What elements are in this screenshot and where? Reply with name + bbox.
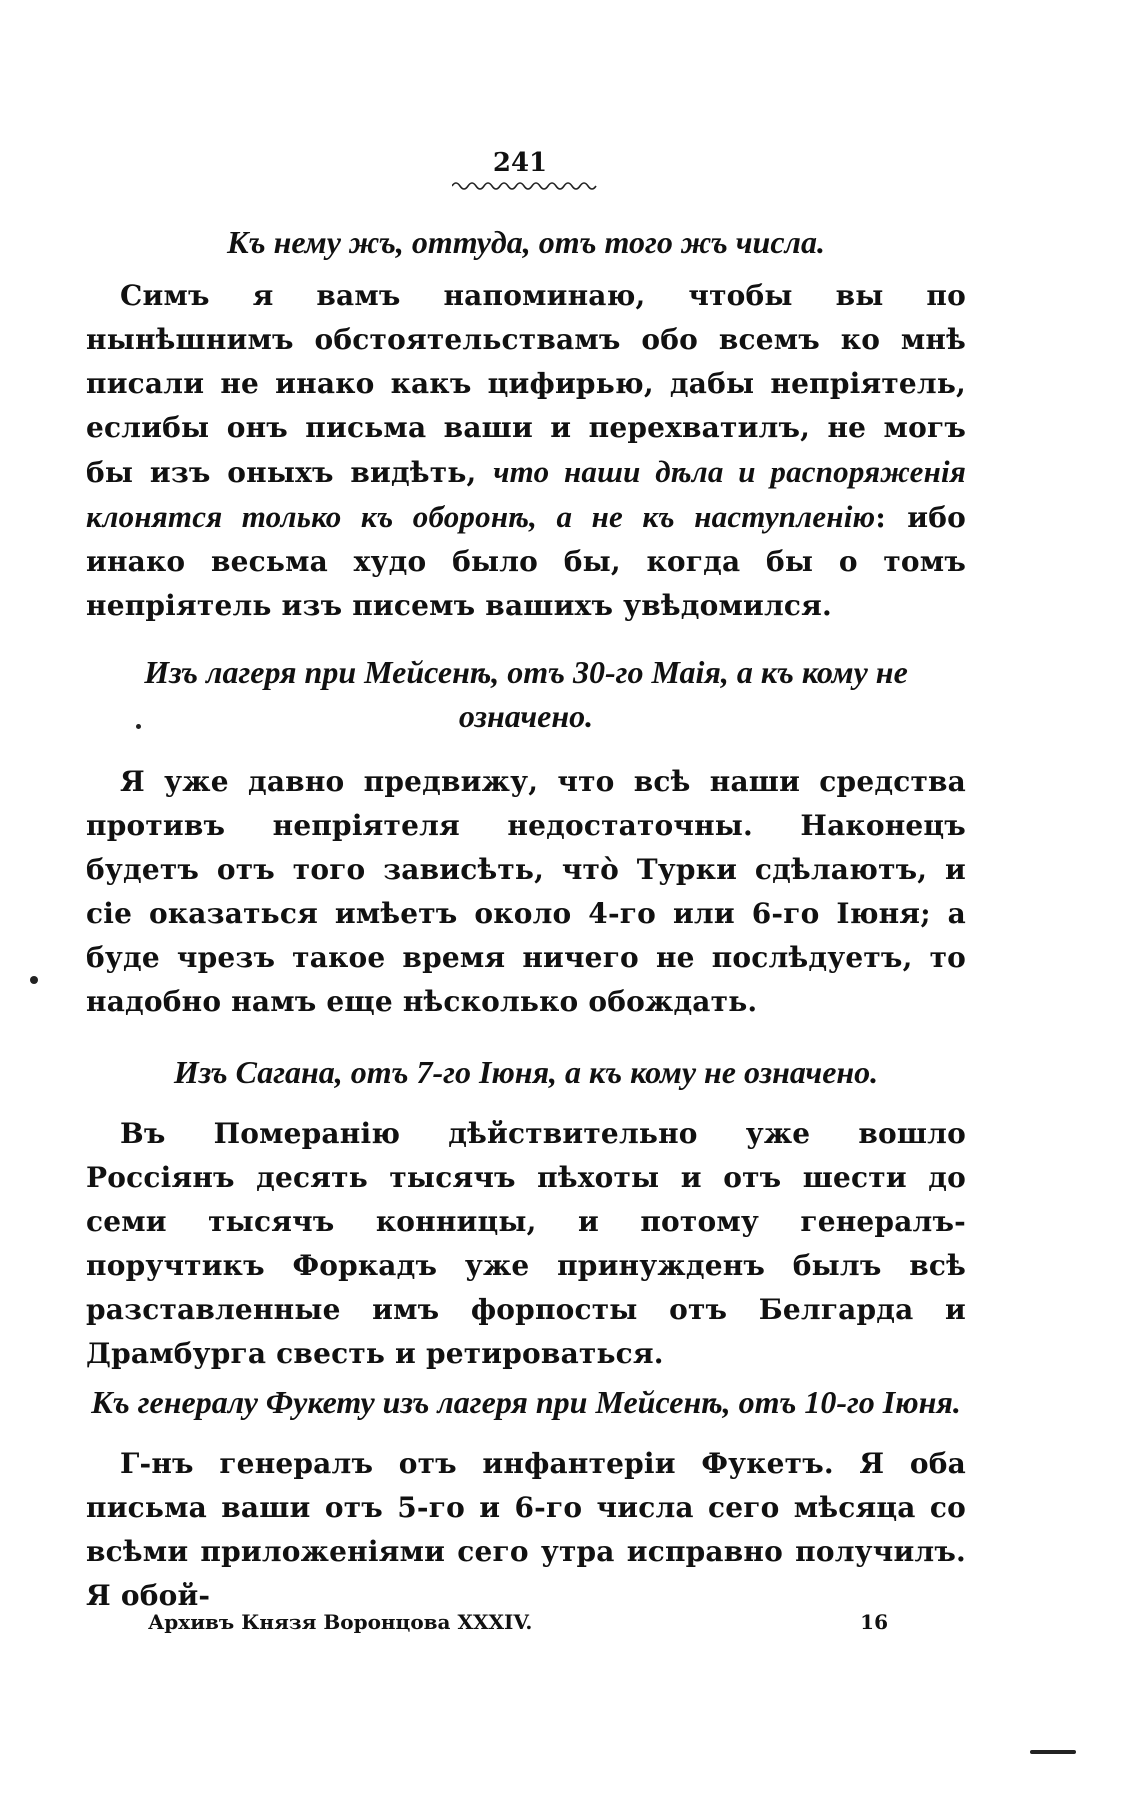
footer-sheet-number: 16 bbox=[860, 1610, 888, 1634]
section-1 bbox=[86, 220, 966, 628]
section-paragraph: Я уже давно предвижу, что всѣ наши средства противъ непріятеля недостаточны. Наконецъ будетъ отъ того зависѣть, что̀ Турки сдѣлаютъ, и сіе оказаться имѣетъ около 4-го или 6-го Іюня; а буде чрезъ такое время ничего не послѣдуетъ, то надобно намъ еще нѣсколько обождать. bbox=[86, 765, 966, 1018]
section-4 bbox=[86, 1380, 966, 1618]
paragraph-text: : ибо инако весьма худо было бы, когда бы о томъ непріятель изъ писемъ вашихъ увѣдомился. bbox=[86, 501, 967, 622]
footer-signature: Архивъ Князя Воронцова XXXIV. bbox=[148, 1610, 533, 1634]
page-number: 241 bbox=[492, 148, 548, 178]
emphasized-text: что наши дѣла и распоряженія клонятся только къ оборонѣ, а не къ наступленію bbox=[86, 454, 967, 534]
section-heading: Изъ Сагана, отъ 7-го Іюня, а къ кому не означено. bbox=[173, 1054, 879, 1090]
section-paragraph: Въ Померанію дѣйствительно уже вошло Россіянъ десять тысячъ пѣхоты и отъ шести до семи тысячъ конницы, и потому генералъ-поручтикъ Форкадъ уже принужденъ былъ всѣ разставленные имъ форпосты отъ Белгарда и Драмбурга свесть и ретироваться. bbox=[86, 1117, 966, 1370]
section-2 bbox=[86, 650, 966, 1024]
section-heading: Къ нему жъ, оттуда, отъ того жъ числа. bbox=[227, 224, 825, 260]
scan-speck bbox=[136, 724, 141, 729]
section-heading: Изъ лагеря при Мейсенѣ, отъ 30-го Маія, а къ кому не означено. bbox=[144, 654, 908, 734]
paragraph-text: Симъ я вамъ напоминаю, чтобы вы по нынѣшнимъ обстоятельствамъ обо всемъ ко мнѣ писали не инако какъ цифирью, дабы непріятель, еслибы онъ письма ваши и перехватилъ, не могъ бы изъ оныхъ видѣть, bbox=[86, 279, 966, 489]
scan-speck bbox=[30, 976, 38, 984]
section-paragraph bbox=[86, 274, 966, 628]
ornamental-wave-rule bbox=[452, 180, 602, 192]
section-3 bbox=[86, 1050, 966, 1376]
section-heading: Къ генералу Фукету изъ лагеря при Мейсенѣ, отъ 10-го Іюня. bbox=[91, 1384, 961, 1420]
section-paragraph: Г-нъ генералъ отъ инфантеріи Фукетъ. Я оба письма ваши отъ 5-го и 6-го числа сего мѣсяца со всѣми приложеніями сего утра исправно получилъ. Я обой- bbox=[86, 1447, 966, 1612]
scan-mark bbox=[1030, 1750, 1076, 1754]
page-footer bbox=[148, 1610, 888, 1634]
